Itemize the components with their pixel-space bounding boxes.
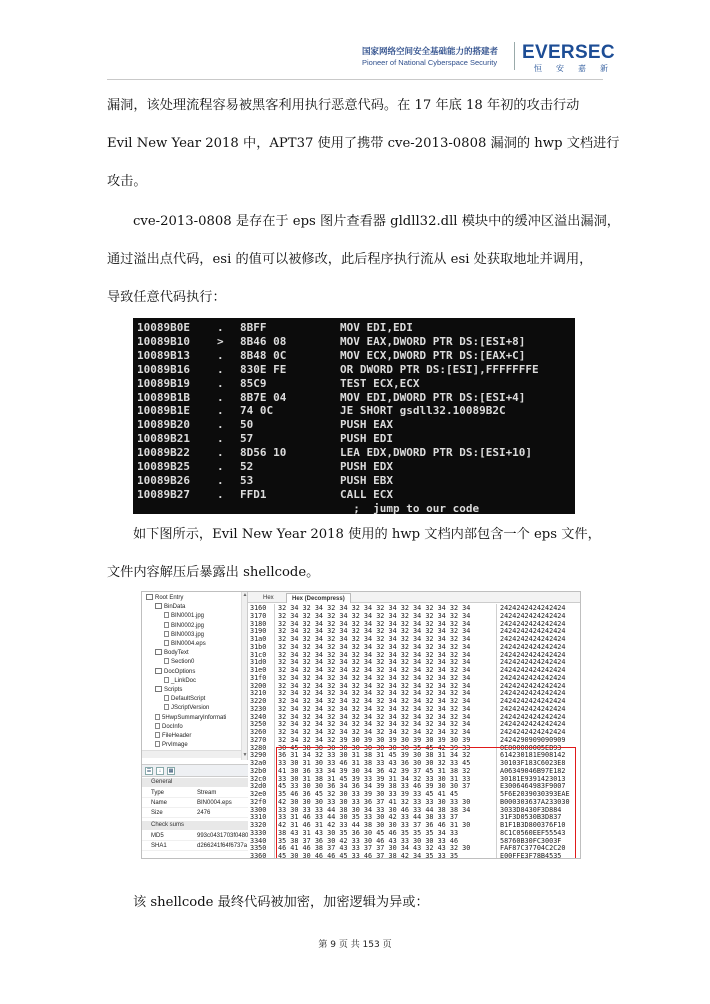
paragraph-line: 通过溢出点代码，esi 的值可以被修改，此后程序执行流从 esi 处获取地址并调用， bbox=[107, 252, 593, 267]
paragraph-2 bbox=[107, 212, 620, 326]
tree-label: Section0 bbox=[171, 659, 195, 666]
disassembly-addr: 10089B10 bbox=[137, 334, 190, 348]
org-name-cn: 国家网络空间安全基础能力的搭建者 bbox=[362, 47, 499, 57]
hex-off: 32a0 bbox=[250, 759, 267, 767]
tree-label: DocOptions bbox=[164, 668, 196, 675]
paragraph-line: 如下图所示，Evil New Year 2018 使用的 hwp 文档内部包含一个 eps 文件， bbox=[133, 527, 601, 542]
hex-bytes: 32 34 32 34 32 34 32 34 32 34 32 34 32 34 32 34 bbox=[278, 635, 471, 643]
disassembly-instr: MOV ECX,DWORD PTR DS:[EAX+C] bbox=[340, 348, 526, 362]
tree-label: Scripts bbox=[164, 687, 183, 693]
hex-bytes: 42 31 46 31 42 33 44 38 30 30 33 37 36 46 31 30 bbox=[278, 821, 471, 829]
hex-bytes: 33 30 33 33 44 38 30 34 33 30 46 33 44 38 38 34 bbox=[278, 805, 471, 814]
hex-bytes: 32 34 32 34 32 34 32 34 32 34 32 34 32 34 32 34 bbox=[278, 611, 471, 620]
hex-ascii: 30181E9391423013 bbox=[500, 774, 566, 783]
tree-horizontal-scrollbar[interactable] bbox=[142, 750, 241, 758]
disassembly-instr: PUSH EDX bbox=[340, 460, 393, 473]
disassembly-addr: 10089B19 bbox=[137, 376, 190, 390]
disassembly-bytes: 8BFF bbox=[240, 321, 267, 334]
tree-stream[interactable] bbox=[155, 714, 226, 723]
hex-ascii: 5F6E2039030393EAE bbox=[500, 790, 570, 798]
prop-row bbox=[142, 808, 248, 818]
disassembly-mark: . bbox=[217, 446, 224, 460]
document-icon bbox=[164, 658, 169, 664]
scroll-up-icon[interactable]: ▲ bbox=[242, 592, 248, 598]
tree-folder[interactable] bbox=[155, 603, 185, 612]
hex-bytes: 32 34 32 34 32 34 32 34 32 34 32 34 32 34 32 34 bbox=[278, 728, 471, 736]
hex-ascii: 2424242424242424 bbox=[500, 635, 566, 643]
hex-ascii: 2424242424242424 bbox=[500, 619, 566, 628]
hex-bytes: 32 34 32 34 32 34 32 34 32 34 32 34 32 34 32 34 bbox=[278, 666, 471, 674]
disassembly-bytes: FFD1 bbox=[240, 487, 267, 501]
tree-stream[interactable] bbox=[164, 631, 204, 640]
prop-value: 2476 bbox=[197, 810, 211, 816]
disassembly-mark: . bbox=[217, 404, 224, 418]
hex-off: 3200 bbox=[250, 681, 267, 690]
hex-off: 31b0 bbox=[250, 642, 267, 651]
prop-value: BIN0004.eps bbox=[197, 800, 232, 806]
tree-stream[interactable] bbox=[164, 677, 196, 686]
hex-bytes: 32 34 32 34 32 34 32 34 32 34 32 34 32 34 32 34 bbox=[278, 658, 471, 667]
disassembly-addr: 10089B26 bbox=[137, 473, 190, 487]
org-name-en: Pioneer of National Cyberspace Security bbox=[362, 58, 498, 67]
prop-key: MD5 bbox=[151, 833, 164, 839]
document-icon bbox=[164, 612, 169, 618]
folder-icon bbox=[155, 668, 162, 674]
header-divider bbox=[514, 42, 515, 70]
disassembly-mark: . bbox=[217, 487, 224, 501]
hex-ascii: 2424242424242424 bbox=[500, 720, 566, 729]
hex-bytes: 33 30 31 38 31 45 39 33 39 31 34 32 33 30 31 33 bbox=[278, 774, 471, 783]
hex-off: 31e0 bbox=[250, 666, 267, 674]
prop-value: Stream bbox=[197, 790, 217, 796]
disassembly-bytes: 8B7E 04 bbox=[240, 390, 287, 404]
property-toolbar bbox=[142, 764, 248, 777]
hex-off: 3240 bbox=[250, 712, 267, 721]
tree-stream[interactable] bbox=[155, 723, 183, 732]
prop-key: Name bbox=[151, 800, 168, 806]
disassembly-addr: 10089B1E bbox=[137, 404, 190, 418]
hex-bytes: 32 34 32 34 32 34 32 34 32 34 32 34 32 34 32 34 bbox=[278, 642, 471, 651]
categorized-view-icon[interactable]: ☰ bbox=[146, 768, 152, 774]
disassembly-bytes: 8D56 10 bbox=[240, 446, 287, 460]
hex-off: 3170 bbox=[250, 611, 267, 620]
hex-off: 31c0 bbox=[250, 650, 267, 659]
disassembly-instr: CALL ECX bbox=[340, 487, 393, 501]
disassembly-addr: 10089B16 bbox=[137, 362, 190, 376]
hex-bytes: 30 45 38 30 30 30 30 30 30 30 30 35 45 42 39 33 bbox=[278, 743, 471, 752]
disassembly-addr: 10089B0E bbox=[137, 321, 190, 334]
hex-ascii: 614230181E908142 bbox=[500, 751, 566, 760]
hex-ascii: 2424290909090909 bbox=[500, 735, 566, 744]
hex-ascii: 2424242424242424 bbox=[500, 697, 566, 705]
hex-bytes: 32 34 32 34 32 34 32 34 32 34 32 34 32 34 32 34 bbox=[278, 720, 471, 729]
hex-off: 3230 bbox=[250, 704, 267, 713]
document-icon bbox=[164, 631, 169, 637]
disassembly-mark: . bbox=[217, 321, 224, 334]
hex-bytes: 32 34 32 34 32 34 32 34 32 34 32 34 32 34 32 34 bbox=[278, 604, 471, 612]
document-icon bbox=[155, 732, 160, 738]
prop-row bbox=[142, 841, 248, 851]
brand-logo: EVERSEC bbox=[522, 42, 615, 63]
scroll-down-icon[interactable]: ▼ bbox=[242, 752, 248, 758]
hex-bytes: 45 33 30 30 36 34 36 34 39 38 33 46 39 30 30 37 bbox=[278, 782, 471, 791]
hex-ascii: 2424242424242424 bbox=[500, 642, 566, 651]
hex-ascii: 2424242424242424 bbox=[500, 728, 566, 736]
disassembly-bytes: 74 0C bbox=[240, 404, 274, 418]
disassembly-instr: TEST ECX,ECX bbox=[340, 376, 420, 390]
paragraph-3 bbox=[107, 525, 607, 601]
tree-label: PrvImage bbox=[162, 742, 188, 749]
disassembly-listing bbox=[133, 318, 575, 514]
tree-stream[interactable] bbox=[164, 622, 204, 631]
sorted-view-icon[interactable]: ↓ bbox=[156, 767, 164, 775]
disassembly-bytes: 57 bbox=[240, 432, 254, 446]
hex-ascii: 3033D8430F3D884 bbox=[500, 805, 562, 814]
tree-label: Root Entry bbox=[155, 595, 184, 601]
tree-label: 5HwpSummaryInformati bbox=[162, 714, 227, 721]
folder-icon bbox=[146, 594, 153, 600]
hex-ascii: 8C1C0560EEF55543 bbox=[500, 828, 566, 837]
disassembly-instr: OR DWORD PTR DS:[ESI],FFFFFFFE bbox=[340, 362, 539, 376]
paragraph-line: 导致任意代码执行： bbox=[107, 290, 226, 305]
paragraph-1 bbox=[107, 96, 620, 210]
tree-stream[interactable] bbox=[164, 612, 204, 621]
hex-off: 3270 bbox=[250, 735, 267, 744]
hex-off: 3190 bbox=[250, 627, 267, 636]
disassembly-addr: 10089B13 bbox=[137, 348, 190, 362]
hex-off: 3220 bbox=[250, 697, 267, 705]
disassembly-mark: . bbox=[217, 376, 224, 390]
tree-label: BIN0003.jpg bbox=[171, 631, 205, 638]
hex-ascii: FAF87C37704C2C20 bbox=[500, 844, 566, 853]
hex-off: 32d0 bbox=[250, 782, 267, 791]
tree-stream[interactable] bbox=[164, 640, 206, 649]
disassembly-bytes: 85C9 bbox=[240, 376, 267, 390]
disassembly-mark: . bbox=[217, 362, 224, 376]
disassembly-instr: LEA EDX,DWORD PTR DS:[ESI+10] bbox=[340, 446, 533, 460]
prop-key: SHA1 bbox=[151, 843, 167, 849]
hex-bytes: 45 30 30 46 46 45 33 46 37 38 42 34 35 33 35 bbox=[278, 852, 459, 859]
tab-hex-decompress[interactable]: Hex (Decompress) bbox=[286, 593, 351, 603]
tree-label: _LinkDoc bbox=[171, 677, 197, 684]
disassembly-bytes: 50 bbox=[240, 418, 254, 432]
document-icon bbox=[155, 723, 160, 729]
tree-label: BodyText bbox=[164, 650, 189, 657]
hex-bytes: 32 34 32 34 32 34 32 34 32 34 32 34 32 34 32 34 bbox=[278, 704, 471, 713]
disassembly-mark: . bbox=[217, 460, 224, 473]
shellcode-highlight-box bbox=[276, 747, 576, 859]
disassembly-addr: 10089B20 bbox=[137, 418, 190, 432]
hex-off: 3340 bbox=[250, 836, 267, 845]
disassembly-addr: 10089B22 bbox=[137, 446, 190, 460]
disassembly-instr: PUSH EBX bbox=[340, 473, 393, 487]
disassembly-instr: PUSH EAX bbox=[340, 418, 393, 432]
tree-label: FileHeader bbox=[162, 733, 192, 739]
hex-off: 31d0 bbox=[250, 658, 267, 667]
disassembly-instr: MOV EDI,EDI bbox=[340, 321, 413, 334]
hex-off: 3280 bbox=[250, 743, 267, 752]
hex-ascii: 2424242424242424 bbox=[500, 604, 566, 612]
hex-bytes: 32 34 32 34 32 34 32 34 32 34 32 34 32 34 32 34 bbox=[278, 619, 471, 628]
hex-ascii: E00FFE3F78B4535 bbox=[500, 852, 562, 859]
hex-ascii: 2424242424242424 bbox=[500, 666, 566, 674]
disassembly-instr: MOV EAX,DWORD PTR DS:[ESI+8] bbox=[340, 334, 526, 348]
prop-row bbox=[142, 831, 248, 841]
hex-ascii: 2424242424242424 bbox=[500, 627, 566, 636]
disassembly-addr: 10089B21 bbox=[137, 432, 190, 446]
folder-icon bbox=[155, 649, 162, 655]
page-number: 第 9 页 共 153 页 bbox=[318, 940, 392, 950]
hex-bytes: 33 31 46 33 44 30 35 33 30 42 33 44 38 33 37 bbox=[278, 813, 459, 822]
hex-ascii: 58760B30FC3003F bbox=[500, 836, 562, 845]
hex-bytes: 35 46 36 45 32 30 33 39 30 33 39 33 45 41 45 bbox=[278, 790, 459, 798]
tree-folder[interactable] bbox=[146, 594, 183, 603]
paragraph-line: 攻击。 bbox=[107, 174, 147, 189]
hex-bytes: 33 30 31 30 33 46 31 38 33 43 36 30 30 32 33 45 bbox=[278, 759, 471, 767]
hex-off: 3300 bbox=[250, 805, 267, 814]
hex-ascii: 2424242424242424 bbox=[500, 681, 566, 690]
hex-bytes: 38 43 31 43 30 35 36 30 45 46 35 35 35 34 33 bbox=[278, 828, 459, 837]
hex-off: 3210 bbox=[250, 689, 267, 698]
hex-off: 3330 bbox=[250, 828, 267, 837]
hex-off: 3350 bbox=[250, 844, 267, 853]
brand-name-cn: 恒安嘉新 bbox=[534, 64, 622, 73]
hex-ascii: 2424242424242424 bbox=[500, 689, 566, 698]
hex-bytes: 32 34 32 34 32 34 32 34 32 34 32 34 32 34 32 34 bbox=[278, 712, 471, 721]
tree-label: JScriptVersion bbox=[171, 705, 210, 712]
disassembly-bytes: 8B48 0C bbox=[240, 348, 287, 362]
hex-off: 3180 bbox=[250, 619, 267, 628]
tree-stream[interactable] bbox=[164, 658, 194, 667]
hex-offset-separator bbox=[274, 604, 275, 859]
hex-bytes: 32 34 32 34 32 34 32 34 32 34 32 34 32 34 32 34 bbox=[278, 650, 471, 659]
disassembly-instr: ; jump to our code bbox=[340, 501, 480, 514]
hex-bytes: 32 34 32 34 32 34 32 34 32 34 32 34 32 34 32 34 bbox=[278, 673, 471, 682]
disassembly-bytes: 830E FE bbox=[240, 362, 287, 376]
hex-ascii: 2424242424242424 bbox=[500, 704, 566, 713]
tree-label: BIN0004.eps bbox=[171, 641, 206, 647]
tree-label: BIN0001.jpg bbox=[171, 613, 205, 620]
hex-off: 32c0 bbox=[250, 774, 267, 783]
hex-off: 31a0 bbox=[250, 635, 267, 643]
hex-bytes: 32 34 32 34 32 34 32 34 32 34 32 34 32 34 32 34 bbox=[278, 689, 471, 698]
hex-off: 31f0 bbox=[250, 673, 267, 682]
paragraph-line: 漏洞，该处理流程容易被黑客利用执行恶意代码。在 17 年底 18 年初的攻击行动 bbox=[107, 98, 580, 113]
tree-vertical-scrollbar[interactable] bbox=[241, 592, 248, 760]
props-section-checksums[interactable]: Check sums bbox=[142, 821, 248, 830]
props-section-general[interactable]: General bbox=[142, 778, 248, 787]
hex-bytes: 32 34 32 34 32 34 32 34 32 34 32 34 32 34 32 34 bbox=[278, 681, 471, 690]
hex-bytes: 32 34 32 34 32 39 30 39 30 39 30 39 30 39 30 39 bbox=[278, 735, 471, 744]
hex-bytes: 32 34 32 34 32 34 32 34 32 34 32 34 32 34 32 34 bbox=[278, 627, 471, 636]
disassembly-mark: . bbox=[217, 348, 224, 362]
tree-folder[interactable] bbox=[155, 686, 182, 695]
hwp-viewer-screenshot bbox=[141, 591, 581, 859]
hex-ascii: 2424242424242424 bbox=[500, 650, 566, 659]
disassembly-mark: > bbox=[217, 334, 224, 348]
hex-tabs bbox=[248, 592, 581, 603]
disassembly-addr: 10089B27 bbox=[137, 487, 190, 501]
disassembly-bytes: 52 bbox=[240, 460, 254, 473]
disassembly-mark: . bbox=[217, 418, 224, 432]
hex-ascii: B000303637A233030 bbox=[500, 797, 570, 806]
hex-bytes: 35 38 37 36 30 42 33 30 46 43 33 30 30 33 46 bbox=[278, 836, 459, 845]
document-icon bbox=[164, 695, 169, 701]
folder-icon bbox=[155, 686, 162, 692]
hex-ascii: 30103F183C6023E8 bbox=[500, 759, 566, 767]
paragraph-line: Evil New Year 2018 中，APT37 使用了携带 cve-2013-0808 漏洞的 hwp 文档进行 bbox=[107, 136, 620, 151]
disassembly-mark: . bbox=[217, 390, 224, 404]
disassembly-addr: 10089B25 bbox=[137, 460, 190, 473]
page-header bbox=[362, 40, 662, 72]
disassembly-instr: PUSH EDI bbox=[340, 432, 393, 446]
prop-key: Size bbox=[151, 810, 163, 816]
document-icon bbox=[164, 640, 169, 646]
hex-ascii: B1F1B3D800376F10 bbox=[500, 821, 566, 829]
prop-row bbox=[142, 798, 248, 808]
document-icon bbox=[155, 714, 160, 720]
hex-off: 32b0 bbox=[250, 766, 267, 775]
hex-off: 3360 bbox=[250, 852, 267, 859]
prop-value: 993c0431703f0480 bbox=[197, 833, 248, 839]
tree-label: BinData bbox=[164, 604, 186, 611]
hex-bytes: 32 34 32 34 32 34 32 34 32 34 32 34 32 34 32 34 bbox=[278, 697, 471, 705]
tree-label: DefaultScript bbox=[171, 696, 206, 703]
disassembly-mark: . bbox=[217, 432, 224, 446]
hex-bytes: 41 30 36 33 34 39 30 34 36 42 39 37 45 31 38 32 bbox=[278, 766, 471, 775]
paragraph-line: 该 shellcode 最终代码被加密，加密逻辑为异或： bbox=[133, 895, 429, 910]
hex-ascii: 31F3D0530B3D837 bbox=[500, 813, 562, 822]
disassembly-addr: 10089B1B bbox=[137, 390, 190, 404]
hex-off: 3250 bbox=[250, 720, 267, 729]
hex-off: 3290 bbox=[250, 751, 267, 760]
document-icon bbox=[164, 704, 169, 710]
hex-off: 3320 bbox=[250, 821, 267, 829]
tree-folder[interactable] bbox=[155, 668, 195, 677]
hex-bytes: 46 41 46 38 37 43 33 37 37 30 34 43 32 43 32 30 bbox=[278, 844, 471, 853]
hex-ascii: 2424242424242424 bbox=[500, 611, 566, 620]
paragraph-line: 文件内容解压后暴露出 shellcode。 bbox=[107, 565, 320, 580]
document-icon bbox=[164, 677, 169, 683]
hex-ascii: 2424242424242424 bbox=[500, 658, 566, 667]
tree-stream[interactable] bbox=[164, 695, 205, 704]
tree-label: DocInfo bbox=[162, 723, 183, 730]
tree-stream[interactable] bbox=[164, 704, 209, 713]
property-pages-icon[interactable]: ▦ bbox=[168, 768, 174, 774]
disassembly-bytes: 53 bbox=[240, 473, 254, 487]
tree-stream[interactable] bbox=[155, 732, 191, 741]
hex-off: 3160 bbox=[250, 604, 267, 612]
hex-bytes: 42 30 30 30 33 30 33 36 37 41 32 33 33 30 33 30 bbox=[278, 797, 471, 806]
tree-stream[interactable] bbox=[155, 741, 188, 750]
paragraph-4 bbox=[107, 893, 607, 913]
storage-tree bbox=[142, 592, 248, 760]
hex-off: 32e0 bbox=[250, 790, 267, 798]
prop-value: d266241f64f6737a bbox=[197, 843, 248, 849]
tab-hex[interactable]: Hex bbox=[263, 595, 274, 601]
document-icon bbox=[164, 622, 169, 628]
hex-ascii: 0E800000005EB93 bbox=[500, 743, 562, 752]
hex-off: 3310 bbox=[250, 813, 267, 822]
disassembly-instr: MOV EDI,DWORD PTR DS:[ESI+4] bbox=[340, 390, 526, 404]
hex-off: 3260 bbox=[250, 728, 267, 736]
prop-row bbox=[142, 788, 248, 798]
hex-ascii: E3006464983F9007 bbox=[500, 782, 566, 791]
document-icon bbox=[155, 741, 160, 747]
tree-folder[interactable] bbox=[155, 649, 189, 658]
disassembly-bytes: 8B46 08 bbox=[240, 334, 287, 348]
folder-icon bbox=[155, 603, 162, 609]
disassembly-mark: . bbox=[217, 473, 224, 487]
header-rule bbox=[107, 79, 603, 80]
prop-key: Type bbox=[151, 790, 165, 796]
hex-bytes: 36 31 34 32 33 30 31 38 31 45 39 30 38 31 34 32 bbox=[278, 751, 471, 760]
tree-label: BIN0002.jpg bbox=[171, 622, 205, 629]
disassembly-instr: JE SHORT gsdll32.10089B2C bbox=[340, 404, 506, 418]
paragraph-line: cve-2013-0808 是存在于 eps 图片查看器 gldll32.dll 模块中的缓冲区溢出漏洞， bbox=[133, 214, 620, 229]
hex-dump bbox=[248, 604, 581, 859]
hex-ascii: 2424242424242424 bbox=[500, 673, 566, 682]
hex-off: 32f0 bbox=[250, 797, 267, 806]
hex-ascii: A06349046B97E182 bbox=[500, 766, 566, 775]
hex-ascii: 2424242424242424 bbox=[500, 712, 566, 721]
